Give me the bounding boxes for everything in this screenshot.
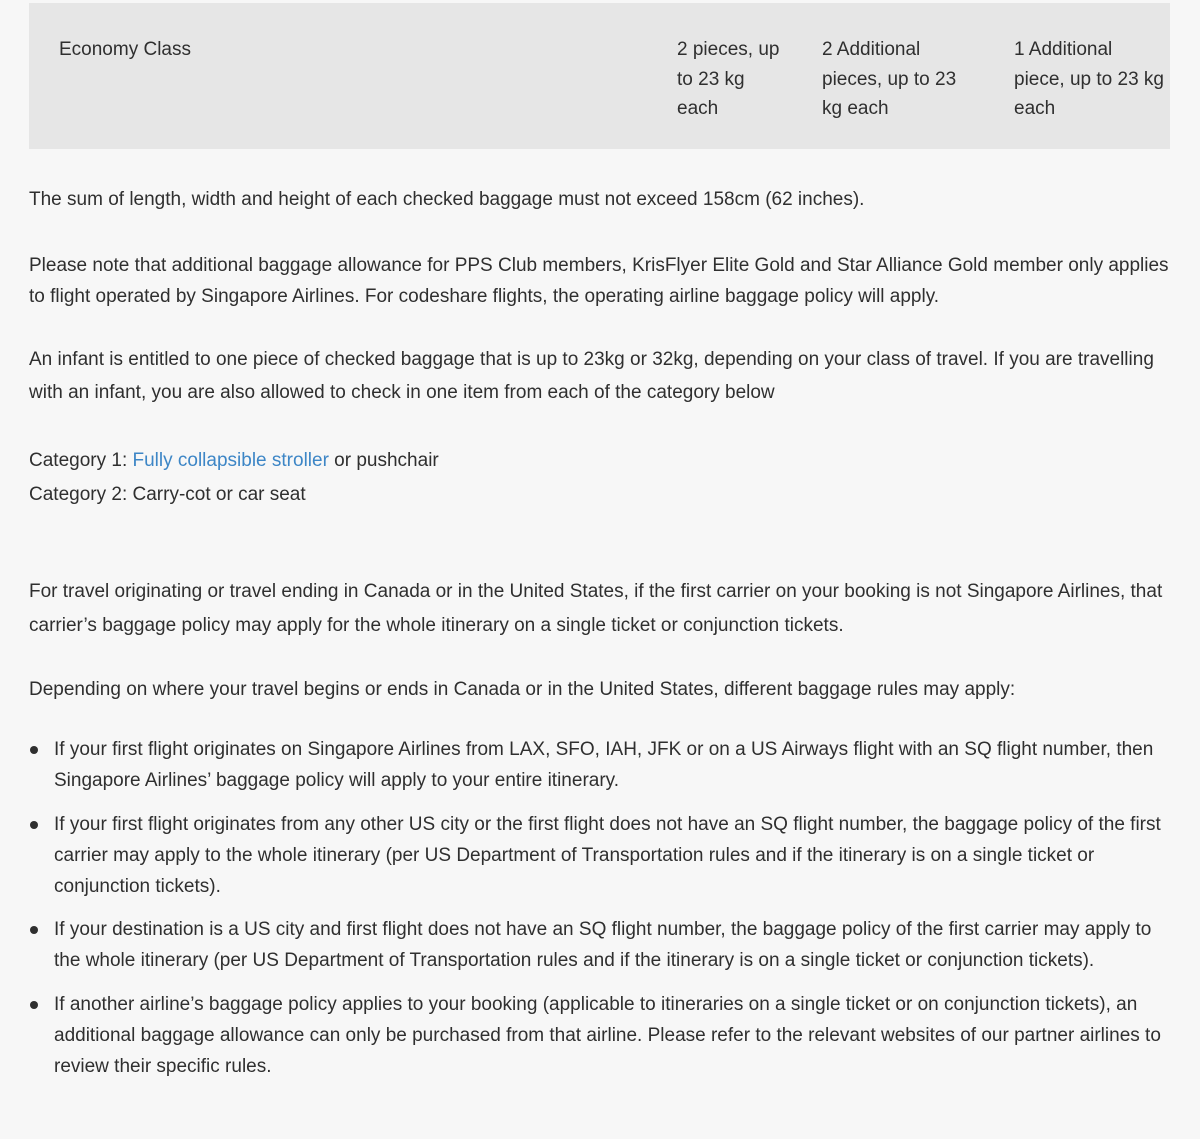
bullet-icon [30, 746, 38, 754]
additional-allowance-cell: 2 Additional pieces, up to 23 kg each [822, 39, 957, 119]
bullet-icon [30, 1001, 38, 1009]
pps-note-paragraph: Please note that additional baggage allowance for PPS Club members, KrisFlyer Elite Gold and Star Alliance Gold member only applies to flight operated by Singapore Airlines. For codeshare flights, the operating airline baggage policy will apply. [29, 255, 1169, 307]
list-item-text: If your first flight originates from any other US city or the first flight does not have an SQ flight number, the baggage policy of the first carrier may apply to the whole itinerary (per US Department of Transportation rules and if the itinerary is on a single ticket or conjunction tickets). [54, 813, 1161, 897]
stroller-link[interactable]: Fully collapsible stroller [132, 450, 329, 471]
infant-rule-paragraph: An infant is entitled to one piece of checked baggage that is up to 23kg or 32kg, depending on your class of travel. If you are travelling with an infant, you are also allowed to check in one item from each of the category below [29, 349, 1154, 403]
category-2-line: Category 2: Carry-cot or car seat [29, 484, 306, 505]
infant-categories [29, 444, 1174, 512]
list-item [29, 989, 1174, 1082]
bullet-icon [30, 926, 38, 934]
depending-paragraph: Depending on where your travel begins or ends in Canada or in the United States, different baggage rules may apply: [29, 679, 1016, 700]
category-1-prefix: Category 1: [29, 450, 133, 471]
list-item-text: If your destination is a US city and first flight does not have an SQ flight number, the baggage policy of the first carrier may apply to the whole itinerary (per US Department of Transportation rules and if the itinerary is on a single ticket or conjunction tickets). [54, 919, 1152, 971]
list-item-text: If your first flight originates on Singapore Airlines from LAX, SFO, IAH, JFK or on a US Airways flight with an SQ flight number, then Singapore Airlines’ baggage policy will apply to your entire itinerary. [54, 739, 1154, 791]
category-1-suffix: or pushchair [328, 450, 439, 471]
list-item [29, 809, 1174, 902]
list-item [29, 734, 1174, 796]
additional-piece-cell: 1 Additional piece, up to 23 kg each [1014, 39, 1164, 119]
free-allowance-cell: 2 pieces, up to 23 kg each [677, 39, 780, 119]
travel-class-cell: Economy Class [59, 39, 191, 60]
size-rule-paragraph: The sum of length, width and height of each checked baggage must not exceed 158cm (62 inches). [29, 189, 865, 210]
bullet-icon [30, 821, 38, 829]
baggage-table-row [29, 3, 1170, 149]
baggage-rules-list [29, 734, 1174, 1094]
list-item-text: If another airline’s baggage policy applies to your booking (applicable to itineraries on a single ticket or on conjunction tickets), an additional baggage allowance can only be purchased from that airline. Please refer to the relevant websites of our partner airlines to review their specific rules. [54, 993, 1161, 1077]
canada-us-paragraph: For travel originating or travel ending in Canada or in the United States, if the first carrier on your booking is not Singapore Airlines, that carrier’s baggage policy may apply for the whole itinerary on a single ticket or conjunction tickets. [29, 581, 1163, 636]
list-item [29, 914, 1174, 976]
category-1-line [29, 444, 1174, 478]
